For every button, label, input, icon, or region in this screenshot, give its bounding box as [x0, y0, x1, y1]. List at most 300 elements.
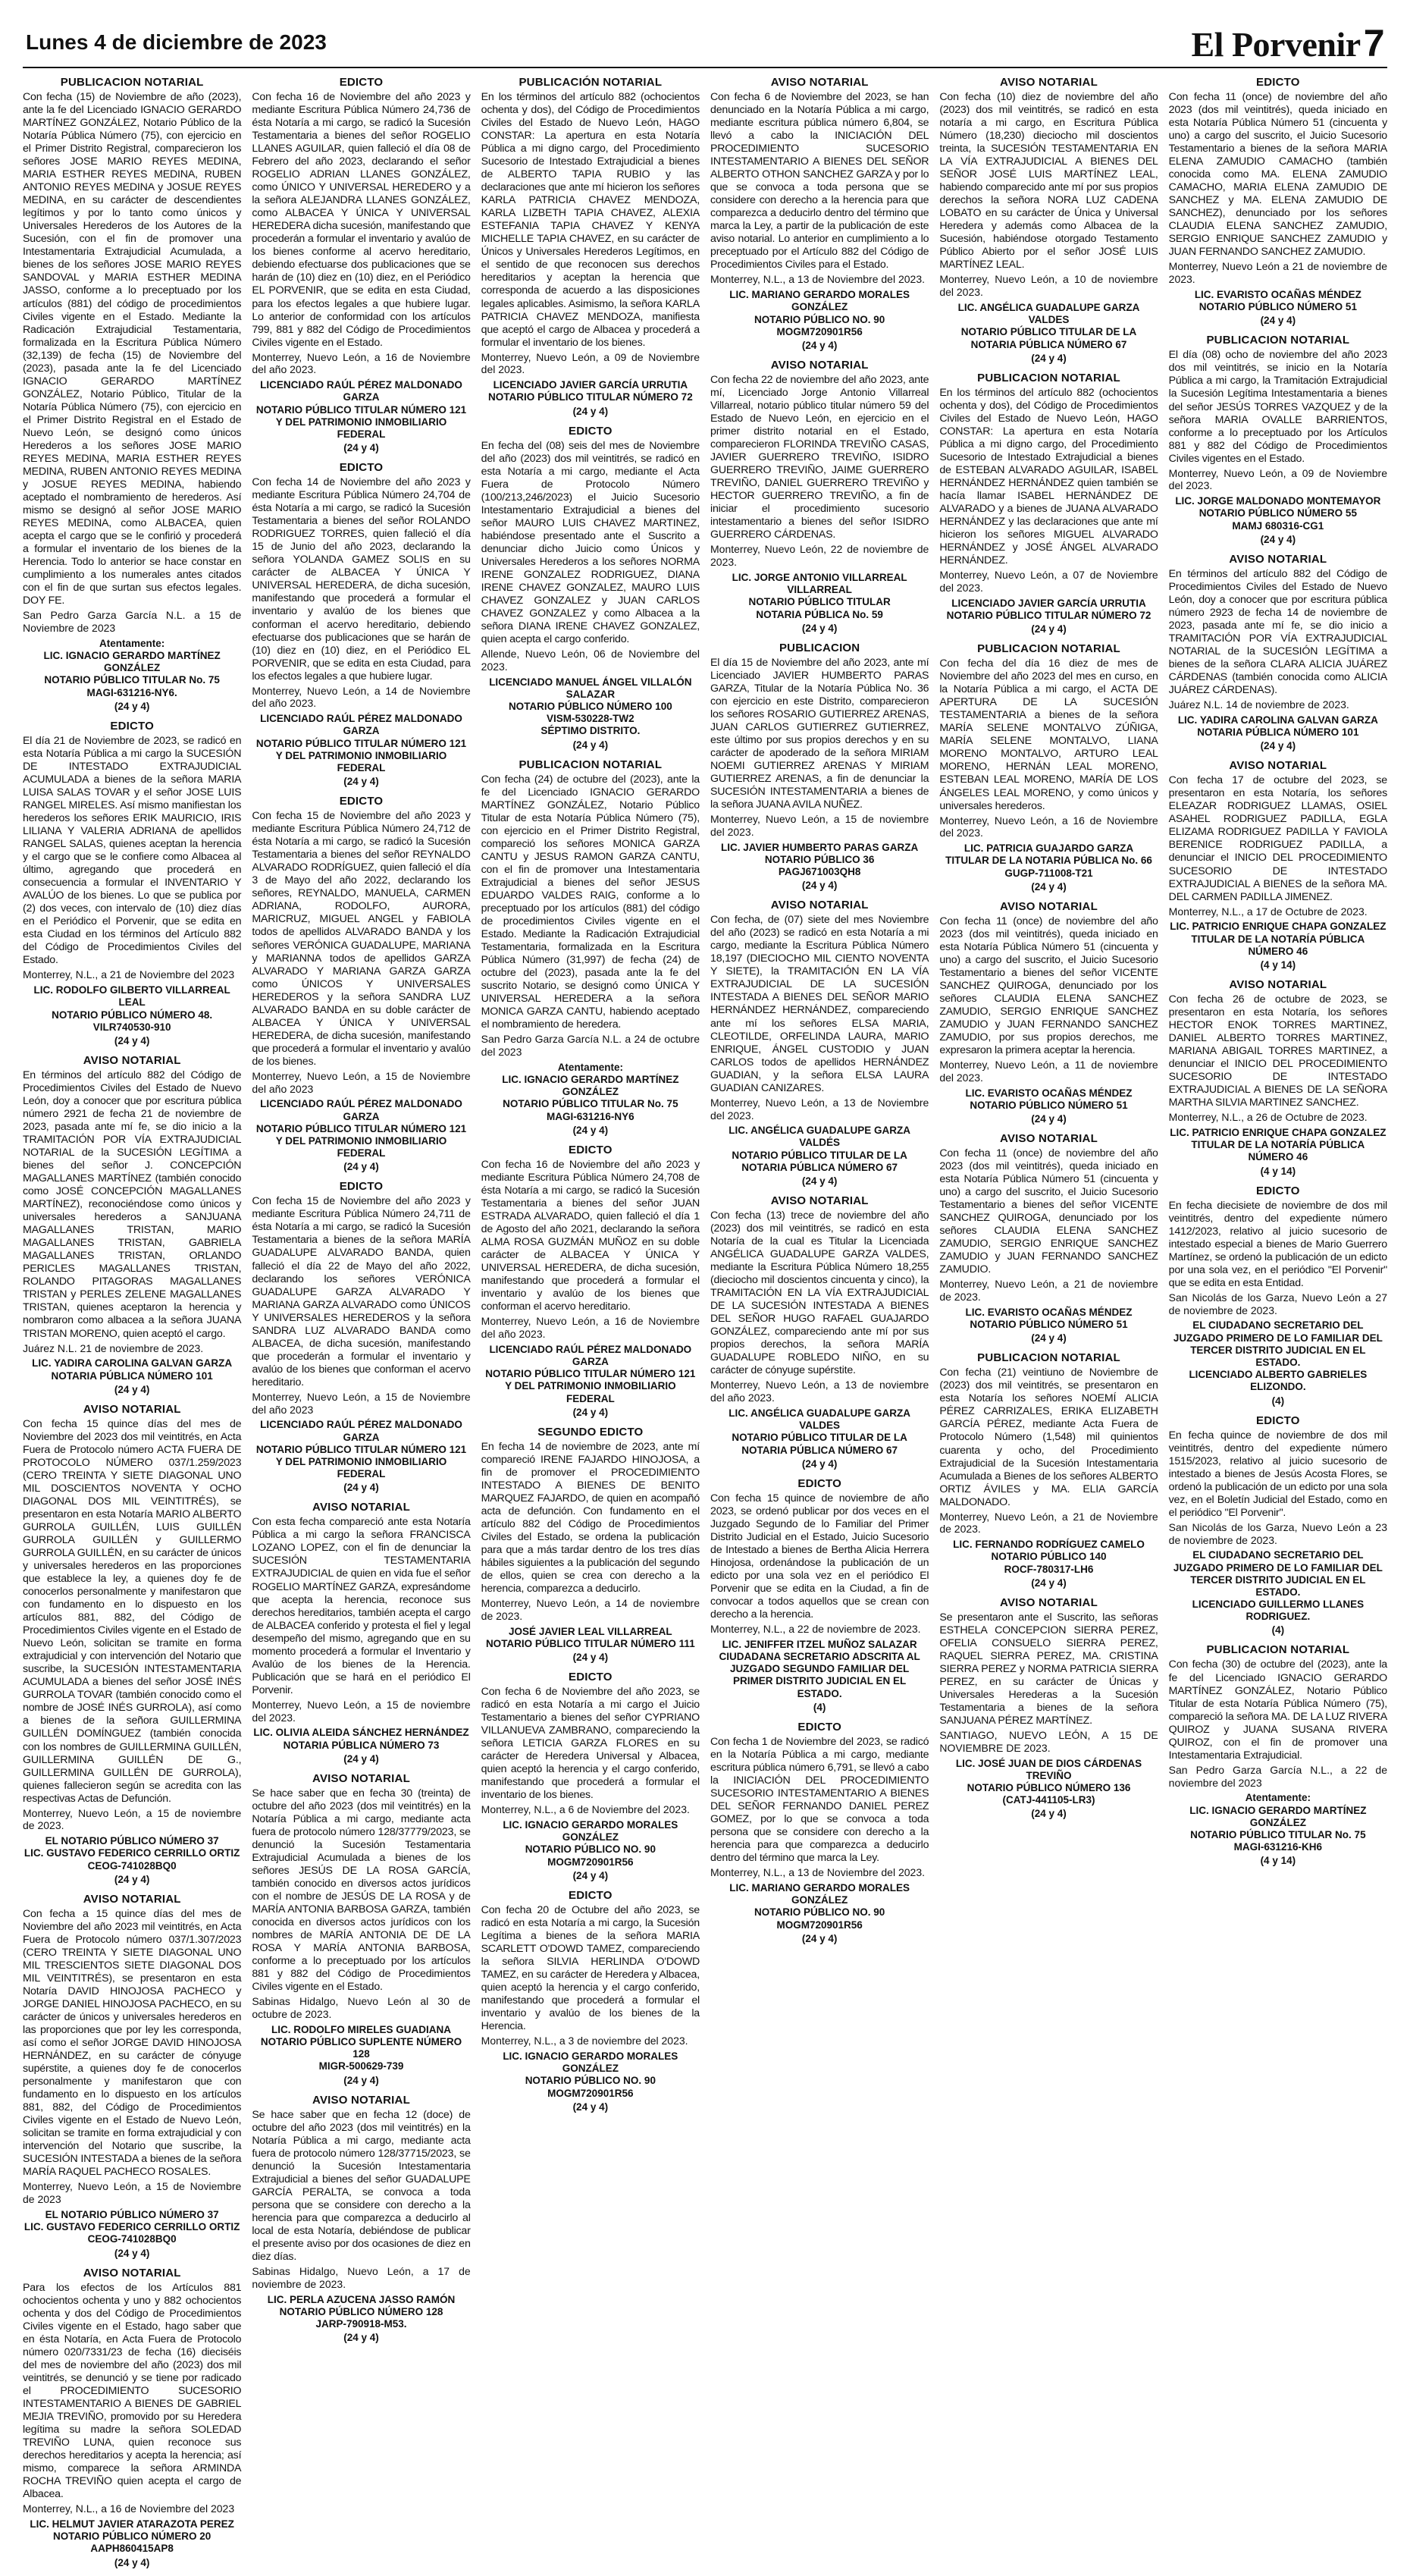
legal-notice [23, 720, 241, 1046]
column-1 [23, 76, 241, 2576]
signature-line: TITULAR DE LA NOTARÍA PÚBLICA NÚMERO 46 [1191, 933, 1365, 957]
publication-run: (24 y 4) [572, 1124, 609, 1136]
notice-title: PUBLICACIÓN NOTARIAL [519, 76, 663, 89]
notice-body: Se hace saber que en fecha 30 (treinta) de octubre del año 2023 (dos mil veintitrés) en la Notaría Pública a mi cargo, mediante acta fuera de protocolo número 128/37779/2023, se denunció la Sucesión Testamentaria Extrajudicial Acumulada a bienes de los señores JESÚS DE LA ROSA GARCÍA, también conocido en diversos actos jurídicos con el nombre de JESÚS DE LA ROSA y de MARÍA ANTONIA BARBOSA GARZA, también conocida en diversos actos jurídicos con los nombres de MARÍA ANTONIA DE DE LA ROSA Y MARÍA ANTONIA BARBOSA, conforme a lo preceptuado por los artículos 881 y 882 del Código de Procedimientos Civiles vigente en el Estado. [252, 1787, 471, 1994]
notice-place-date: Monterrey, Nuevo León, a 15 de noviembre del 2023. [710, 813, 929, 838]
notice-title: PUBLICACION NOTARIAL [519, 758, 663, 771]
notice-signature [252, 713, 470, 774]
notice-body: El día (08) ocho de noviembre del año 2023 dos mil veintitrés, se inicio en la Notaría Pública a mi cargo, la Tramitación Extrajudicial la Sucesión Legítima Intestamentaria a bienes del señor JESÚS TORRES VAZQUEZ y de la señora MARIA OVALLE BARRIENTOS, conforme a lo preceptuado por los Artículos 881 y 882 del Código de Procedimientos Civiles vigentes en el Estado. [1168, 349, 1387, 465]
notice-place-date: Monterrey, Nuevo León, a 14 de Noviembre del año 2023. [252, 684, 471, 710]
notice-signature [939, 1307, 1158, 1331]
signature-line: LIC. ANGÉLICA GUADALUPE GARZA VALDES [957, 302, 1140, 326]
notice-place-date: Monterrey, Nuevo León, a 11 de noviembre del 2023. [939, 1059, 1158, 1084]
notice-signature [252, 1727, 470, 1751]
legal-notice [939, 76, 1158, 364]
publication-run: (4) [1271, 1624, 1285, 1636]
publication-run: (24 y 4) [1031, 623, 1067, 635]
signature-line: LIC. RODOLFO GILBERTO VILLARREAL LEAL [33, 984, 230, 1009]
notice-body: Con fecha (30) de octubre del (2023), ante la fe del Licenciado IGNACIO GERARDO MARTÍNEZ GONZÁLEZ, Notario Público Titular de esta Notaría Pública Número (75), compareció la señora MA. DE LA LUZ RIVERA QUIROZ y JUANA SUSANA RIVERA QUIROZ, con el fin de promover una Intestamentaria Extrajudicial. [1168, 1658, 1387, 1762]
column-3 [481, 76, 700, 2576]
notice-signature [710, 1639, 929, 1700]
notice-signature [481, 1819, 700, 1868]
notice-place-date: Monterrey, N.L., a 22 de noviembre de 2023. [710, 1623, 921, 1636]
signature-line: NOTARIO PÚBLICO NO. 90 [754, 313, 885, 325]
signature-line: SÉPTIMO DISTRITO. [540, 725, 641, 737]
notice-body: Con fecha 11 (once) de noviembre del año 2023 (dos mil veintitrés), queda iniciado en esta Notaría Pública Número 51 (cincuenta y uno) a cargo del suscrito, el Juicio Sucesorio Testamentario a bienes de la señora MARIA ELENA ZAMUDIO CAMACHO (también conocida como MA. ELENA ZAMUDIO CAMACHO, MARIA ELENA ZAMUDIO DE SANCHEZ y MA. ELENA ZAMUDIO DE SANCHEZ), denunciado por los señores CLAUDIA ELENA SANCHEZ ZAMUDIO, SERGIO ENRIQUE SANCHEZ ZAMUDIO y JUAN FERNANDO SANCHEZ ZAMUDIO. [1168, 91, 1387, 259]
signature-line: NOTARIO PÚBLICO NÚMERO 136 [967, 1782, 1131, 1794]
notice-place-date: San Nicolás de los Garza, Nuevo León a 27 de noviembre de 2023. [1168, 1291, 1387, 1316]
notice-place-date: Monterrey, Nuevo León, a 15 de Noviembre del año 2023 [252, 1390, 471, 1416]
signature-line: LIC. MARIANO GERARDO MORALES GONZÁLEZ [729, 289, 910, 313]
signature-line: (CATJ-441105-LR3) [1002, 1794, 1095, 1806]
signature-line: NOTARIO PÚBLICO NO. 90 [525, 2075, 656, 2087]
notice-title: AVISO NOTARIAL [1000, 1132, 1098, 1146]
notice-body: Con fecha del día 16 diez de mes de Noviembre del año 2023 del mes en curso, en la Notaría Pública a mi cargo, el ACTA DE APERTURA DE LA SUCESIÓN TESTAMENTARIA a bienes de la señora MARÍA SELENE MONTALVO ZÚÑIGA, MARÍA SELENE MONTALVO, LIANA MORENO MONTALVO, ARTURO LEAL MORENO, HERNÁN LEAL MORENO, ESTEBAN LEAL MORENO, MARÍA DE LOS ÁNGELES LEAL MORENO, y como únicos y universales herederos. [939, 657, 1158, 812]
legal-notice [23, 76, 241, 712]
signature-line: LICENCIADO RAÚL PÉREZ MALDONADO GARZA [489, 1343, 692, 1367]
publication-run: (4 y 14) [1260, 1855, 1296, 1867]
notice-place-date: Monterrey, N.L., a 13 de Noviembre del 2023. [710, 1866, 926, 1879]
signature-line: NOTARIO PÚBLICO TITULAR [748, 596, 891, 608]
signature-line: LIC. ANGÉLICA GUADALUPE GARZA VALDÉS [728, 1125, 911, 1149]
legal-notice [710, 1194, 929, 1470]
notice-body: Con fecha 17 de octubre del 2023, se presentaron en esta Notaría, los señores ELEAZAR RODRIGUEZ LLAMAS, OSIEL ASAHEL RODRIGUEZ PADILLA, EGLA ELIZAMA RODRIGUEZ PADILLA Y FAVIOLA BERENICE RODRIGUEZ PADILLA, a denunciar el INICIO DEL PROCEDIMIENTO SUCESORIO DE INTESTADO EXTRAJUDICIAL A BIENES de la señora MA. DEL CARMEN PADILLA JIMENEZ. [1168, 774, 1387, 903]
signature-line: NOTARIO PÚBLICO NÚMERO 51 [970, 1099, 1128, 1111]
signature-line: LIC. IGNACIO GERARDO MARTÍNEZ GONZÁLEZ [43, 650, 221, 674]
publication-run: (24 y 4) [343, 1752, 379, 1765]
publication-run: (24 y 4) [114, 700, 150, 712]
notice-title: AVISO NOTARIAL [1000, 899, 1098, 913]
notice-place-date: Monterrey, Nuevo León, a 15 de noviembre de 2023. [23, 1806, 242, 1832]
notice-body: Con fecha (13) trece de noviembre del año (2023) dos mil veintitrés, se radicó en esta Notaría de la cual es Titular la Licenciada ANGÉLICA GUADALUPE GARZA VALDES, mediante la Escritura Pública Número 18,255 (dieciocho mil doscientos cincuenta y cinco), la TRAMITACIÓN EN LA VÍA EXTRAJUDICIAL DE LA SUCESIÓN INTESTADA A BIENES DEL SEÑOR HUGO RAFAEL GUAJARDO GONZÁLEZ, compareciendo ante mí por sus propios derechos, la señora MARÍA GUADALUPE ROBLEDO NIÑO, en su carácter de cónyuge supérstite. [710, 1210, 929, 1377]
signature-line: LIC. YADIRA CAROLINA GALVAN GARZA [32, 1357, 233, 1370]
signature-line: LIC. PATRICIO ENRIQUE CHAPA GONZALEZ [1170, 1127, 1386, 1139]
notice-title: SEGUNDO EDICTO [537, 1425, 644, 1439]
notice-title: AVISO NOTARIAL [1229, 977, 1327, 991]
signature-line: MAMJ 680316-CG1 [1232, 519, 1324, 532]
notice-place-date: Monterrey, Nuevo León, a 13 de Noviembre del 2023. [710, 1096, 929, 1122]
notice-title: AVISO NOTARIAL [1229, 552, 1327, 566]
publication-run: (24 y 4) [1260, 740, 1296, 752]
publication-run: (24 y 4) [572, 1406, 609, 1418]
signature-line: LIC. RODOLFO MIRELES GUADIANA [271, 2023, 451, 2035]
legal-notice [252, 1501, 470, 1764]
newspaper-logo [1192, 21, 1385, 65]
signature-line: LIC. EVARISTO OCAÑAS MÉNDEZ [965, 1306, 1133, 1318]
notice-signature [481, 379, 700, 403]
signature-line: LIC. JOSÉ JUAN DE DIOS CÁRDENAS TREVIÑO [955, 1757, 1142, 1781]
signature-line: MOGM720901R56 [776, 1919, 863, 1931]
signature-line: NOTARIA PÚBLICA NÚMERO 101 [1197, 726, 1359, 739]
signature-line: MIGR-500629-739 [318, 2060, 404, 2072]
notice-body: Con fecha 15 quince días del mes de Noviembre del 2023 dos mil veintitrés, en Acta Fuera de Protocolo número ACTA FUERA DE PROTOCOLO NÚMERO 037/1.259/2023 (CERO TREINTA Y SIETE DIAGONAL UNO MIL DOSCIENTOS NOVENTA Y OCHO DIAGONAL DOS MIL VEINTITRÉS), se presentaron en esta Notaría MARIO ALBERTO GURROLA GUILLÉN, LUIS GUILLÉN GURROLA GUILLÉN y GUILLERMO GURROLA GUILLÉN, en su carácter de únicos y universales herederos en las proporciones que establece la ley, a quienes doy fe de conocerlos personalmente y manifestaron que con fundamento en lo dispuesto en los artículos 881, 882, del Código de Procedimientos Civiles vigente en el Estado de Nuevo León, solicitan se tramite en forma extrajudicial y con intervención del Notario que suscribe, la SUCESIÓN INTESTAMENTARIA ACUMULADA a bienes del señor JOSÉ INÉS GURROLA TOVAR (también conocido como el nombre de JOSÉ INÉS GURROLA), así como a bienes de la señora GUILLERMINA GUILLÉN DOMÍNGUEZ (también conocida con los nombres de GUILLERMINA GUILLÉN, GUILLERMINA GUILLÉN DE G., GUILLERMINA GUILLÉN DE GURROLA), quienes fallecieron según se acredita con las respectivas Actas de Defunción. [23, 1417, 242, 1805]
signature-line: LICENCIADO MANUEL ÁNGEL VILLALÓN SALAZAR [489, 676, 692, 700]
signature-line: MOGM720901R56 [776, 325, 863, 337]
notice-body: El día 15 de Noviembre del año 2023, ante mí Licenciado JAVIER HUMBERTO PARAS GARZA, Titular de la Notaría Pública No. 36 con ejercicio en este Distrito, comparecieron los señores ROSARIO GUTIERREZ ARENAS, JUAN CARLOS GUTIERREZ GUTIERREZ, este último por sus propios derechos y en su carácter de apoderado de la señora MIRIAM NOEMI GUTIERREZ ARENAS Y MIRIAM GUTIERREZ ARENAS, a fin de denunciar la SUCESIÓN INTESTAMENTARIA a bienes de la señora JUANA AVILA NUÑEZ. [710, 656, 929, 811]
notice-signature [481, 1626, 700, 1650]
notice-signature [939, 1539, 1158, 1576]
notice-place-date: Monterrey, Nuevo León a 21 de noviembre de 2023. [1168, 260, 1387, 286]
notice-body: Con fecha 6 de Noviembre del año 2023, se radicó en esta Notaría a mi cargo el Juicio Testamentario a bienes del señor CYPRIANO VILLANUEVA ZAMBRANO, compareciendo la señora LETICIA GARZA FLORES en su carácter de Heredera Universal y Albacea, quien aceptó la herencia y el cargo conferido, manifestando que procederá a formular el inventario de los bienes. [481, 1686, 700, 1802]
publication-run: (24 y 4) [114, 1034, 150, 1046]
signature-line: LIC. PATRICIO ENRIQUE CHAPA GONZALEZ [1170, 921, 1386, 933]
publication-run: (24 y 4) [114, 2556, 150, 2568]
legal-notice [252, 461, 470, 787]
signature-line: JARP-790918-M53. [315, 2317, 407, 2330]
notice-title: EDICTO [1256, 1184, 1300, 1197]
publication-run: (24 y 4) [343, 776, 379, 788]
signature-line: Atentamente: [1245, 1792, 1311, 1804]
legal-notice [1169, 1184, 1387, 1407]
legal-notice [710, 899, 929, 1187]
notice-body: Para los efectos de los Artículos 881 ochocientos ochenta y uno y 882 ochocientos ochenta y dos del Código de Procedimientos Civiles vigente en el Estado, hago saber que en ésta Notaría, en Acta Fuera de Protocolo número 020/7331/23 de fecha (16) dieciséis del mes de noviembre del año (2023) dos mil veintitrés, se denunció y se tiene por radicado el PROCEDIMIENTO SUCESORIO INTESTAMENTARIO A BIENES DE GABRIEL MEJIA TREVIÑO, promovido por su Heredera legítima su madre la señora SOLEDAD TREVIÑO LUNA, quien reconoce sus derechos hereditarios y acepta la herencia; así mismo, comparece la señora ARMINDA ROCHA TREVIÑO quien acepta el cargo de Albacea. [23, 2281, 242, 2501]
publication-run: (24 y 4) [572, 2101, 609, 2113]
signature-line: LIC. JAVIER HUMBERTO PARAS GARZA [721, 841, 919, 853]
publication-run: (24 y 4) [343, 2074, 379, 2086]
notice-place-date: Monterrey, Nuevo León, a 09 de Noviembre del 2023. [481, 350, 700, 376]
notice-signature [481, 2050, 700, 2100]
signature-line: EL NOTARIO PÚBLICO NÚMERO 37 [45, 2209, 219, 2221]
signature-line: LICENCIADO RAÚL PÉREZ MALDONADO GARZA [260, 1098, 462, 1122]
signature-line: GUGP-711008-T21 [1004, 867, 1093, 879]
notice-place-date: Monterrey, Nuevo León, a 16 de Noviembre del año 2023. [481, 1315, 700, 1340]
legal-notice [710, 642, 929, 892]
signature-line: LIC. IGNACIO GERARDO MORALES GONZÁLEZ [503, 2050, 678, 2075]
legal-notice [481, 758, 700, 1136]
legal-notice [481, 425, 700, 751]
publication-run: (24 y 4) [1260, 533, 1296, 545]
notice-signature [1169, 1549, 1387, 1623]
publication-run: (24 y 4) [801, 339, 838, 351]
signature-line: LIC. OLIVIA ALEIDA SÁNCHEZ HERNÁNDEZ [253, 1727, 469, 1739]
publication-run: (4 y 14) [1260, 959, 1296, 971]
notice-title: AVISO NOTARIAL [770, 899, 869, 912]
signature-line: LIC. JORGE ANTONIO VILLARREAL VILLARREAL [732, 571, 907, 596]
legal-notice [252, 1180, 470, 1493]
notice-body: En fecha del (08) seis del mes de Noviembre del año (2023) dos mil veintitrés, se radicó en esta Notaría a mi cargo, mediante el Acta Fuera de Protocolo Número (100/213,246/2023) el Juicio Sucesorio Intestamentario Extrajudicial a bienes del señor MAURO LUIS CHAVEZ MARTINEZ, habiéndose presentado ante el Suscrito a denunciar dicho Juicio como Únicos y Universales Herederos a los señores NORMA IRENE GONZALEZ RODRIGUEZ, DIANA IRENE CHAVEZ GONZALEZ, MAURO LUIS CHAVEZ GONZALEZ y JUAN CARLOS CHAVEZ GONZALEZ y como Albacea a la señora DIANA IRENE CHAVEZ GONZALEZ, quien acepta el cargo conferido. [481, 439, 700, 646]
legal-notice [939, 642, 1158, 893]
issue-date: Lunes 4 de diciembre de 2023 [26, 30, 327, 54]
signature-line: NOTARIO PÚBLICO NO. 90 [754, 1906, 885, 1919]
notice-title: AVISO NOTARIAL [1000, 1595, 1098, 1609]
signature-line: NOTARIO PÚBLICO TITULAR NÚMERO 121 Y DEL PATRIMONIO INMOBILIARIO FEDERAL [255, 737, 467, 773]
notice-body: En fecha quince de noviembre de dos mil veintitrés, dentro del expediente número 1515/2023, relativo al juicio sucesorio de intestado a bienes de Jesús Acosta Flores, se ordenó la publicación de un edicto por una sola vez, en el Boletín Judicial del Estado, como en el periódico "El Porvenir". [1168, 1429, 1387, 1519]
signature-line: EL CIUDADANO SECRETARIO DEL JUZGADO PRIMERO DE LO FAMILIAR DEL TERCER DISTRITO JUDICIAL EN EL ESTADO. [1173, 1549, 1383, 1598]
notice-title: AVISO NOTARIAL [1229, 759, 1327, 773]
notice-place-date: Monterrey, N.L., a 16 de Noviembre del 2023 [23, 2502, 235, 2515]
notice-place-date: Monterrey, Nuevo León, a 10 de noviembre del 2023. [939, 273, 1158, 299]
signature-line: NOTARIO PÚBLICO 140 [991, 1551, 1107, 1563]
notice-place-date: Monterrey, Nuevo León, a 09 de Noviembre del 2023. [1168, 466, 1387, 492]
notice-title: AVISO NOTARIAL [312, 2093, 410, 2107]
notice-signature [939, 842, 1158, 880]
notice-body: Con fecha (21) veintiuno de Noviembre de (2023) dos mil veintitrés, se presentaron en esta Notaría los señores NOEMÍ ALICIA PÉREZ CARRIZALES, ERIKA ELIZABETH GARCÍA PÉREZ, mediante Acta Fuera de Protocolo Número (1,548) mil quinientos cuarenta y ocho, del Procedimiento Extrajudicial de la Sucesión Intestamentaria Acumulada a Bienes de los señores ALBERTO ORTIZ ÁVILES y MA. ELIA GARCÍA MALDONADO. [939, 1366, 1158, 1508]
signature-line: MOGM720901R56 [547, 2087, 634, 2099]
notice-title: EDICTO [569, 1888, 613, 1902]
signature-line: LIC. YADIRA CAROLINA GALVAN GARZA [1177, 714, 1378, 726]
legal-notice [1169, 76, 1387, 326]
notice-body: Con fecha 22 de noviembre del año 2023, ante mí, Licenciado Jorge Antonio Villarreal Villarreal, notario público titular número 59 del Estado de Nuevo León, en ejercicio en el primer distrito notarial en el Estado, comparecieron FLORINDA TREVIÑO CASAS, JAVIER GUERRERO TREVIÑO, ISIDRO GUERRERO TREVIÑO, JAIME GUERRERO TREVIÑO, DANIEL GUERRERO TREVIÑO y HECTOR GUERRERO TREVIÑO, a fin de iniciar el procedimiento sucesorio intestamentario a bienes del señor ISIDRO GUERRERO CÁRDENAS. [710, 373, 929, 541]
legal-notice [710, 1477, 929, 1713]
notice-signature [1169, 495, 1387, 532]
legal-notice [252, 1772, 470, 2086]
notice-body: En los términos del artículo 882 (ochocientos ochenta y dos), del Código de Procedimientos Civiles del Estado de Nuevo León, HAGO CONSTAR: La apertura en esta Notaría Pública a mi digno cargo, del Procedimiento Sucesorio de Intestado Extrajudicial a bienes de ALBERTO TAPIA RUBIO y las declaraciones que ante mí hicieron los señores KARLA PATRICIA CHAVEZ MENDOZA, KARLA LIZBETH TAPIA CHAVEZ, ALEXIA ESTEFANIA TAPIA CHAVEZ Y KENYA MICHELLE TAPIA CHAVEZ, en su carácter de Únicos y Universales Herederos Legítimos, en el sentido de que reconocen sus derechos hereditarios y aceptan la herencia que corresponda de acuerdo a las disposiciones legales aplicables. Asimismo, la señora KARLA PATRICIA CHAVEZ MENDOZA, manifiesta que aceptó el cargo de Albacea y procederá a formular el inventario de los bienes. [481, 91, 700, 349]
signature-line: NOTARIO PÚBLICO NÚMERO 51 [970, 1319, 1128, 1331]
notice-signature [23, 2518, 241, 2556]
legal-notice [23, 1054, 241, 1395]
publication-run: (4) [1271, 1395, 1285, 1407]
notice-place-date: Monterrey, N.L., a 21 de Noviembre del 2023 [23, 968, 235, 981]
notice-place-date: Allende, Nuevo León, 06 de Noviembre del 2023. [481, 648, 700, 673]
notice-title: EDICTO [797, 1476, 841, 1490]
signature-line: NOTARIO PÚBLICO TITULAR DE LA NOTARIA PÚBLICA NÚMERO 67 [960, 326, 1137, 350]
notice-place-date: Monterrey, Nuevo León, a 13 de noviembre del año 2023. [710, 1379, 929, 1404]
signature-line: LIC. IGNACIO GERARDO MARTÍNEZ GONZÁLEZ [1189, 1804, 1367, 1828]
legal-notice [1169, 334, 1387, 544]
signature-line: CEOG-741028BQ0 [87, 1859, 177, 1872]
publication-run: (24 y 4) [114, 2247, 150, 2259]
signature-line: NOTARIA PÚBLICA NÚMERO 73 [283, 1739, 440, 1751]
notice-place-date: San Nicolás de los Garza, Nuevo León a 23 de noviembre de 2023. [1168, 1520, 1387, 1546]
publication-run: (24 y 4) [572, 739, 609, 751]
publication-run: (4) [813, 1701, 826, 1713]
notice-body: El día 21 de Noviembre de 2023, se radicó en esta Notaría Pública a mi cargo la SUCESIÓN DE INTESTADO EXTRAJUDICIAL ACUMULADA a bienes de la señora MARIA LUISA SALAS TOVAR y el señor JOSE LUIS RANGEL MIRELES. Así mismo manifiestan los herederos los señores ERIK MAURICIO, IRIS LILIANA Y VALERIA ADRIANA de apellidos RANGEL SALAS, quienes aceptan la herencia y el cargo que se le confiere como Albacea al último, agregando que procederá en consecuencia a formular el INVENTARIO Y AVALÚO de los bienes. Lo que se publica por (2) dos veces, con intervalo de (10) diez días en el Periódico el Porvenir, que se edita en esta Ciudad en los términos del Artículo 882 del Código de Procedimientos Civiles del Estado. [23, 734, 242, 967]
notice-signature [23, 1357, 241, 1382]
notice-title: PUBLICACION NOTARIAL [1206, 334, 1350, 347]
publication-run: (24 y 4) [572, 1652, 609, 1664]
legal-notice [481, 1426, 700, 1663]
publication-run: (24 y 4) [1031, 1113, 1067, 1125]
signature-line: NOTARIO PÚBLICO TITULAR DE LA NOTARIA PÚBLICA NÚMERO 67 [732, 1149, 907, 1173]
signature-line: LIC. JORGE MALDONADO MONTEMAYOR [1175, 495, 1381, 507]
legal-notice [481, 1889, 700, 2113]
signature-line: EL NOTARIO PÚBLICO NÚMERO 37 [45, 1835, 219, 1847]
legal-notice [939, 1596, 1158, 1820]
notice-body: Con fecha 1 de Noviembre del 2023, se radicó en la Notaría Pública a mi cargo, mediante escritura pública número 6,791, se llevó a cabo la INICIACIÓN DEL PROCEDIMIENTO SUCESORIO INTESTAMENTARIO A BIENES DEL SEÑOR FERNANDO DANIEL PEREZ GOMEZ, por lo que se convoca a toda persona que se considere con derecho a la herencia para que comparezca a deducirlo dentro del término que marca la Ley. [710, 1735, 929, 1865]
signature-line: LIC. EVARISTO OCAÑAS MÉNDEZ [1194, 289, 1361, 300]
notice-title: AVISO NOTARIAL [770, 1194, 869, 1208]
signature-line: LICENCIADO JAVIER GARCÍA URRUTIA [951, 597, 1146, 609]
signature-line: LIC. IGNACIO GERARDO MARTÍNEZ GONZÁLEZ [502, 1074, 679, 1098]
notice-signature [939, 1087, 1158, 1112]
notice-signature [710, 289, 929, 338]
legal-notice [481, 1671, 700, 1881]
signature-line: NOTARIA PÚBLICA NÚMERO 101 [51, 1370, 213, 1382]
signature-line: TITULAR DE LA NOTARÍA PÚBLICA NÚMERO 46 [1191, 1139, 1365, 1163]
notice-title: EDICTO [339, 76, 384, 89]
legal-notice [23, 2267, 241, 2568]
notice-title: EDICTO [339, 1180, 384, 1194]
signature-line: NOTARIO PÚBLICO TITULAR NÚMERO 121 Y DEL PATRIMONIO INMOBILIARIO FEDERAL [255, 403, 467, 440]
notice-title: EDICTO [1256, 1414, 1300, 1427]
notice-signature [252, 1419, 470, 1480]
notice-body: Se presentaron ante el Suscrito, las señoras ESTHELA CONCEPCION SIERRA PEREZ, OFELIA CONSUELO SIERRA PEREZ, RAQUEL SIERRA PEREZ, MA. CRISTINA SIERRA PEREZ y NORMA PATRICIA SIERRA PEREZ, en su carácter de Únicas y Universales Herederas a la Sucesión Testamentaria a bienes de la señora SANJUANA PÉREZ MARTÍNEZ. [939, 1611, 1158, 1727]
publication-run: (24 y 4) [1031, 1808, 1067, 1820]
notice-signature [710, 572, 929, 621]
signature-line: NOTARIO PÚBLICO NÚMERO 128 [279, 2305, 443, 2317]
notice-place-date: Monterrey, N.L., a 13 de Noviembre del 2023. [710, 273, 926, 286]
signature-line: LICENCIADO JAVIER GARCÍA URRUTIA [493, 379, 688, 391]
publication-run: (24 y 4) [114, 1873, 150, 1885]
publication-run: (24 y 4) [343, 1161, 379, 1173]
signature-line: LIC. HELMUT JAVIER ATARAZOTA PEREZ [30, 2518, 234, 2530]
publication-run: (24 y 4) [1260, 315, 1296, 327]
notice-signature [481, 1062, 700, 1123]
notice-title: EDICTO [569, 424, 613, 438]
signature-line: NOTARIO PÚBLICO TITULAR NÚMERO 121 Y DEL PATRIMONIO INMOBILIARIO FEDERAL [255, 1443, 467, 1480]
notice-title: EDICTO [1256, 76, 1300, 89]
legal-notice [710, 359, 929, 634]
notice-signature [481, 1344, 700, 1405]
notice-body: En términos del artículo 882 del Código de Procedimientos Civiles del Estado de Nuevo León, doy a conocer que por escritura pública número 2921 de fecha 21 de noviembre de 2023, pasada ante mí fe, se dio inicio a la TRAMITACIÓN POR VÍA EXTRAJUDICIAL NOTARIAL de la SUCESIÓN LEGÍTIMA a bienes del señor J. CONCEPCIÓN MAGALLANES MARTÍNEZ (también conocido como JOSÉ CONCEPCIÓN MAGALLANES MARTÍNEZ), reconociéndose como únicos y universales herederos a SANJUANA MAGALLANES TRISTAN, MARIO MAGALLANES TRISTAN, GABRIELA MAGALLANES TRISTAN, ORLANDO PERICLES MAGALLANES TRISTAN, ROLANDO PITAGORAS MAGALLANES TRISTAN y PERLES ZELENE MAGALLANES TRISTAN, quienes aceptaron la herencia y nombraron como albacea a la señora JUANA TRISTAN MORENO, quien aceptó el cargo. [23, 1068, 242, 1340]
notice-title: AVISO NOTARIAL [312, 1501, 410, 1514]
notice-title: EDICTO [569, 1671, 613, 1684]
notice-signature [1169, 714, 1387, 739]
notice-signature [1169, 921, 1387, 958]
notice-title: EDICTO [569, 1143, 613, 1156]
publication-run: (24 y 4) [801, 1175, 838, 1188]
notice-signature [939, 1758, 1158, 1807]
legal-notice [252, 76, 470, 453]
notice-body: Con fecha 6 de Noviembre del 2023, se han denunciado en la Notaría Pública a mi cargo, mediante escritura pública número 6,804, se llevó a cabo la INICIACIÓN DEL PROCEDIMIENTO SUCESORIO INTESTAMENTARIO A BIENES DEL SEÑOR ALBERTO OTHON SANCHEZ GARZA y por lo que se convoca a toda persona que se considere con derecho a la herencia para que comparezca a deducirlo dentro del término que marca la Ley, a partir de la publicación de este aviso notarial. Lo anterior en cumplimiento a lo preceptuado por el Artículo 882 del Código de Procedimientos Civiles para el Estado. [710, 91, 929, 271]
notice-place-date: Monterrey, N.L., a 6 de Noviembre del 2023. [481, 1803, 690, 1816]
legal-notice [939, 900, 1158, 1125]
signature-line: CEOG-741028BQ0 [87, 2233, 177, 2245]
signature-line: NOTARIO PÚBLICO NÚMERO 100 [508, 701, 672, 713]
signature-line: NOTARIO PÚBLICO TITULAR NÚMERO 121 Y DEL PATRIMONIO INMOBILIARIO FEDERAL [255, 1122, 467, 1159]
notice-signature [252, 2294, 470, 2331]
notice-body: En términos del artículo 882 del Código de Procedimientos Civiles del Estado de Nuevo León, doy a conocer que por escritura pública número 2923 de fecha 14 de noviembre de 2023, pasada ante mí fe, se dio inicio a TRAMITACIÓN POR VÍA EXTRAJUDICIAL NOTARIAL de la SUCESIÓN LEGÍTIMA a bienes de la señora CLARA ALICIA JUÁREZ CÁRDENAS (también conocida como ALICIA JUÁREZ CÁRDENAS). [1168, 567, 1387, 697]
column-5 [939, 76, 1158, 2576]
notice-signature [1169, 289, 1387, 313]
notice-place-date: Monterrey, Nuevo León, a 15 de noviembre del 2023. [252, 1698, 471, 1724]
signature-line: EL CIUDADANO SECRETARIO DEL JUZGADO PRIMERO DE LO FAMILIAR DEL TERCER DISTRITO JUDICIAL EN EL ESTADO. [1173, 1319, 1383, 1368]
notice-body: Con fecha 16 de Noviembre del año 2023 y mediante Escritura Pública Número 24,708 de ésta Notaría a mi cargo, se radicó la Sucesión Testamentaria a bienes del señor JUAN ESTRADA ALVARADO, quien falleció el día 1 de Agosto del año 2021, declarando la señora ALMA ROSA GUZMÁN MUÑOZ en su doble carácter de ALBACEA Y ÚNICA Y UNIVERSAL HEREDERA, de dicha sucesión, manifestando que procederá a formular el inventario y avalúo de los bienes que conforman el acervo hereditario. [481, 1158, 700, 1313]
signature-line: NOTARIO PÚBLICO NÚMERO 48. [52, 1009, 213, 1021]
page-number: 7 [1363, 22, 1384, 64]
signature-line: MAGI-631216-NY6 [547, 1110, 634, 1122]
notice-title: EDICTO [110, 719, 154, 733]
notice-place-date: San Pedro Garza García N.L. a 15 de Noviembre de 2023 [23, 609, 242, 635]
signature-line: Atentamente: [99, 637, 165, 649]
notice-place-date: Monterrey, Nuevo León, a 21 de noviembre de 2023. [939, 1278, 1158, 1304]
signature-line: NOTARIO PÚBLICO TITULAR No. 75 [44, 674, 220, 686]
legal-notice [939, 1351, 1158, 1589]
signature-line: NOTARIO PÚBLICO SUPLENTE NÚMERO 128 [260, 2036, 462, 2060]
notice-body: Con fecha 11 (once) de noviembre del año 2023 (dos mil veintitrés), queda iniciado en esta Notaría Pública Número 51 (cincuenta y uno) a cargo del suscrito, el Juicio Sucesorio Testamentario a bienes del señor VICENTE SANCHEZ QUIROGA, denunciado por los señores CLAUDIA ELENA SANCHEZ ZAMUDIO, SERGIO ENRIQUE SANCHEZ ZAMUDIO y JUAN FERNANDO SANCHEZ ZAMUDIO, por sus propios derechos, me expresaron la primera aceptar la herencia. [939, 915, 1158, 1057]
signature-line: LIC. MARIANO GERARDO MORALES GONZÁLEZ [729, 1881, 910, 1906]
signature-line: CIUDADANA SECRETARIO ADSCRITA AL JUZGADO SEGUNDO FAMILIAR DEL PRIMER DISTRITO JUDICIAL EN EL ESTADO. [719, 1651, 920, 1699]
notice-title: PUBLICACION NOTARIAL [977, 642, 1120, 656]
publication-run: (24 y 4) [801, 622, 838, 634]
notice-place-date: Sabinas Hidalgo, Nuevo León, a 17 de noviembre de 2023. [252, 2264, 471, 2290]
signature-line: LIC. PATRICIA GUAJARDO GARZA [964, 842, 1134, 855]
signature-line: LIC. IGNACIO GERARDO MORALES GONZÁLEZ [503, 1819, 678, 1843]
signature-line: LICENCIADO RAÚL PÉREZ MALDONADO GARZA [260, 713, 462, 737]
notice-title: AVISO NOTARIAL [312, 1771, 410, 1785]
notice-body: Con fecha, de (07) siete del mes Noviembre del año (2023) se radicó en esta Notaría a mi cargo, mediante la Escritura Pública Número 18,197 (DIECIOCHO MIL CIENTO NOVENTA Y SIETE), la TRAMITACIÓN EN LA VÍA EXTRAJUDICIAL DE LA SUCESIÓN INTESTADA A BIENES DEL SEÑOR MARIO HERNÁNDEZ HERNÁNDEZ, compareciendo ante mí los señores ELSA MARIA, CLEOTILDE, ORFELINDA LAURA, MARIO ENRIQUE, ÁNGEL CUSTODIO y JUAN CARLOS todos de apellidos HERNÁNDEZ GUADIAN, y la señora ELSA LAURA GUADIAN CANIZARES. [710, 914, 929, 1094]
notice-title: AVISO NOTARIAL [1000, 76, 1098, 89]
notice-body: En los términos del artículo 882 (ochocientos ochenta y dos), del Código de Procedimientos Civiles del Estado de Nuevo León, HAGO CONSTAR: La apertura en esta Notaría Pública a mi digno cargo, del Procedimiento Sucesorio de Intestado Extrajudicial a bienes de ESTEBAN ALVARADO AGUILAR, ISABEL HERNÁNDEZ HERNÁNDEZ quien también se hacía llamar ISABEL HERNÁNDEZ DE ALVARADO y a bienes de JUANA ALVARADO HERNÁNDEZ y las declaraciones que ante mí hicieron los señores MIGUEL ALVARADO HERNÁNDEZ y JOSÉ ÁNGEL ALVARADO HERNÁNDEZ. [939, 386, 1158, 567]
signature-line: LIC. FERNANDO RODRÍGUEZ CAMELO [953, 1539, 1145, 1551]
notice-signature [252, 1098, 470, 1159]
notice-place-date: Monterrey, Nuevo León, a 14 de noviembre de 2023. [481, 1597, 700, 1622]
notice-signature [939, 302, 1158, 351]
legal-notice [23, 1403, 241, 1885]
publication-run: (24 y 4) [1031, 880, 1067, 893]
masthead [23, 21, 1387, 68]
notices-columns [23, 76, 1387, 2568]
notice-signature [939, 598, 1158, 622]
notice-signature [1169, 1127, 1387, 1164]
notice-title: PUBLICACION NOTARIAL [1206, 1643, 1350, 1657]
publication-run: (24 y 4) [1031, 352, 1067, 364]
notice-title: EDICTO [339, 795, 384, 808]
notice-place-date: SANTIAGO, NUEVO LEÓN, A 15 DE NOVIEMBRE DE 2023. [939, 1729, 1158, 1754]
notice-place-date: Monterrey, Nuevo León, a 07 de Noviembre del 2023. [939, 569, 1158, 595]
legal-notice [710, 1721, 929, 1944]
notice-signature [710, 1882, 929, 1931]
notice-body: Con fecha a 15 quince días del mes de Noviembre del año 2023 mil veintitrés, en Acta Fuera de Protocolo número 037/1.307/2023 (CERO TREINTA Y SIETE DIAGONAL UNO MIL TRESCIENTOS SIETE DIAGONAL DOS MIL VEINTITRÉS), se presentaron en esta Notaría DAVID HINOJOSA PACHECO y JORGE DANIEL HINOJOSA PACHECO, en su carácter de únicos y universales herederos en las proporciones que por ley les corresponda, así como el señor JORGE DAVID HINOJOSA HERNÁNDEZ, en su carácter de cónyuge supérstite, a quienes doy fe de conocerlos personalmente y manifestaron que con fundamento en lo dispuesto en los artículos 881, 882, del Código de Procedimientos Civiles vigente en el Estado de Nuevo León, solicitan se tramite en forma extrajudicial y con intervención del Notario que suscribe, la SUCESIÓN INTESTADA a bienes de la señora MARÍA RAQUEL PACHECO ROSALES. [23, 1907, 242, 2179]
notice-title: EDICTO [797, 1720, 841, 1734]
notice-body: Con fecha 14 de Noviembre del año 2023 y mediante Escritura Pública Número 24,704 de ésta Notaría a mi cargo, se radicó la Sucesión Testamentaria a bienes del señor ROLANDO RODRIGUEZ TORRES, quien falleció el día 15 de Junio del año 2023, declarando la señora YOLANDA GAMEZ SOLIS en su carácter de ALBACEA Y ÚNICA Y UNIVERSAL HEREDERA, de dicha sucesión, manifestando que procederá a formular el inventario y avalúo de los bienes que conforman el acervo hereditario, debiendo efectuarse dos publicaciones que se harán de (10) diez en (10) diez, en el Periódico EL PORVENIR, que se edita en esta Ciudad, para los efectos legales a que hubiere lugar. [252, 476, 471, 682]
signature-line: VILR740530-910 [92, 1021, 171, 1033]
signature-line: NOTARIA PÚBLICA No. 59 [756, 608, 883, 620]
notice-signature [23, 1835, 241, 1872]
notice-body: Con fecha 11 (once) de noviembre del año 2023 (dos mil veintitrés), queda iniciado en esta Notaría Pública Número 51 (cincuenta y uno) a cargo del suscrito, el Juicio Sucesorio Testamentario a bienes del señor VICENTE SANCHEZ QUIROGA, denunciado por los señores CLAUDIA ELENA SANCHEZ ZAMUDIO, SERGIO ENRIQUE SANCHEZ ZAMUDIO y JUAN FERNANDO SANCHEZ ZAMUDIO. [939, 1147, 1158, 1276]
notice-body: Con esta fecha compareció ante esta Notaría Pública a mi cargo la señora FRANCISCA LOZANO LOPEZ, con el fin de denunciar la SUCESIÓN TESTAMENTARIA EXTRAJUDICIAL de quien en vida fue el señor ROGELIO MARTÍNEZ GARZA, expresándome que acepta la herencia, reconoce sus derechos hereditarios, también acepta el cargo de ALBACEA conferido y protesta el fiel y legal desempeño del mismo, agregando que en su momento procederá a formular el Inventario y Avalúo de los bienes de la Herencia. Publicación que se hará en el periódico El Porvenir. [252, 1516, 471, 1696]
signature-line: NOTARIO PÚBLICO TITULAR NÚMERO 72 [487, 391, 693, 403]
legal-notice [710, 76, 929, 351]
legal-notice [1169, 1414, 1387, 1636]
signature-line: NOTARIO PÚBLICO NO. 90 [525, 1843, 656, 1856]
publication-run: (24 y 4) [1031, 1577, 1067, 1589]
publication-run: (24 y 4) [343, 1482, 379, 1494]
notice-body: Con fecha 16 de Noviembre del año 2023 y mediante Escritura Pública Número 24,736 de ésta Notaría a mi cargo, se radicó la Sucesión Testamentaria a bienes del señor ROGELIO LLANES AGUILAR, quien falleció el día 08 de Febrero del año 2023, declarando el señor ROGELIO ADRIAN LLANES GONZÁLEZ, como ÚNICO Y UNIVERSAL HEREDERO y a la señora ALEJANDRA LLANES GONZÁLEZ, como ALBACEA Y ÚNICA Y UNIVERSAL HEREDERA dicha sucesión, manifestando que procederán a formular el inventario y avalúo de los bienes conforme al acervo hereditario, debiendo efectuarse dos publicaciones que se harán de (10) diez en (10) diez, en el Periódico EL PORVENIR, que se edita en esta Ciudad, para los efectos legales a que hubiere lugar. Lo anterior de conformidad con los artículos 799, 881 y 882 del Código de Procedimientos Civiles vigente en el Estado. [252, 91, 471, 349]
signature-line: LICENCIADO ALBERTO GABRIELES ELIZONDO. [1189, 1369, 1368, 1393]
signature-line: LIC. GUSTAVO FEDERICO CERRILLO ORTIZ [24, 1847, 240, 1859]
legal-notice [481, 1144, 700, 1418]
signature-line: MAGI-631216-NY6. [86, 686, 177, 698]
legal-notice [939, 372, 1158, 635]
signature-line: LICENCIADO RAÚL PÉREZ MALDONADO GARZA [260, 1419, 462, 1443]
notice-body: Con fecha 20 de Octubre del año 2023, se radicó en esta Notaría a mi cargo, la Sucesión Legítima a bienes de la señora MARIA SCARLETT O'DOWD TAMEZ, compareciendo la señora SILVIA HERLINDA O'DOWD TAMEZ, en su carácter de Heredera y Albacea, quien aceptó la herencia y el cargo conferido, manifestando que procederá a formular el inventario y avalúo de los bienes de la Herencia. [481, 1903, 700, 2033]
signature-line: NOTARIO PÚBLICO 36 [764, 853, 875, 865]
notice-signature [1169, 1319, 1387, 1393]
notice-place-date: Monterrey, Nuevo León, 22 de noviembre de 2023. [710, 543, 929, 569]
notice-place-date: Monterrey, Nuevo León, a 21 de Noviembre de 2023. [939, 1510, 1158, 1536]
publication-run: (24 y 4) [801, 1457, 838, 1470]
notice-title: PUBLICACION [779, 641, 860, 654]
publication-run: (24 y 4) [801, 1932, 838, 1944]
notice-place-date: Monterrey, Nuevo León, a 16 de Noviembre del 2023. [939, 814, 1158, 839]
notice-title: AVISO NOTARIAL [83, 1892, 181, 1906]
legal-notice [1169, 978, 1387, 1177]
signature-line: NOTARIO PÚBLICO TITULAR NÚMERO 111 [485, 1637, 695, 1649]
legal-notice [1169, 1643, 1387, 1866]
notice-signature [481, 676, 700, 738]
column-4 [710, 76, 929, 2576]
notice-title: PUBLICACION NOTARIAL [977, 371, 1120, 384]
notice-signature [710, 842, 929, 879]
notice-place-date: Monterrey, N.L., a 3 de noviembre del 2023. [481, 2035, 688, 2047]
newspaper-name: El Porvenir [1191, 25, 1361, 64]
notice-place-date: Monterrey, Nuevo León, a 16 de Noviembre del año 2023. [252, 350, 471, 376]
publication-run: (24 y 4) [1031, 1332, 1067, 1344]
publication-run: (24 y 4) [572, 1869, 609, 1881]
notice-place-date: Monterrey, Nuevo León, a 15 de Noviembre de 2023 [23, 2180, 242, 2206]
notice-place-date: Monterrey, N.L., a 26 de Octubre de 2023. [1168, 1111, 1368, 1124]
